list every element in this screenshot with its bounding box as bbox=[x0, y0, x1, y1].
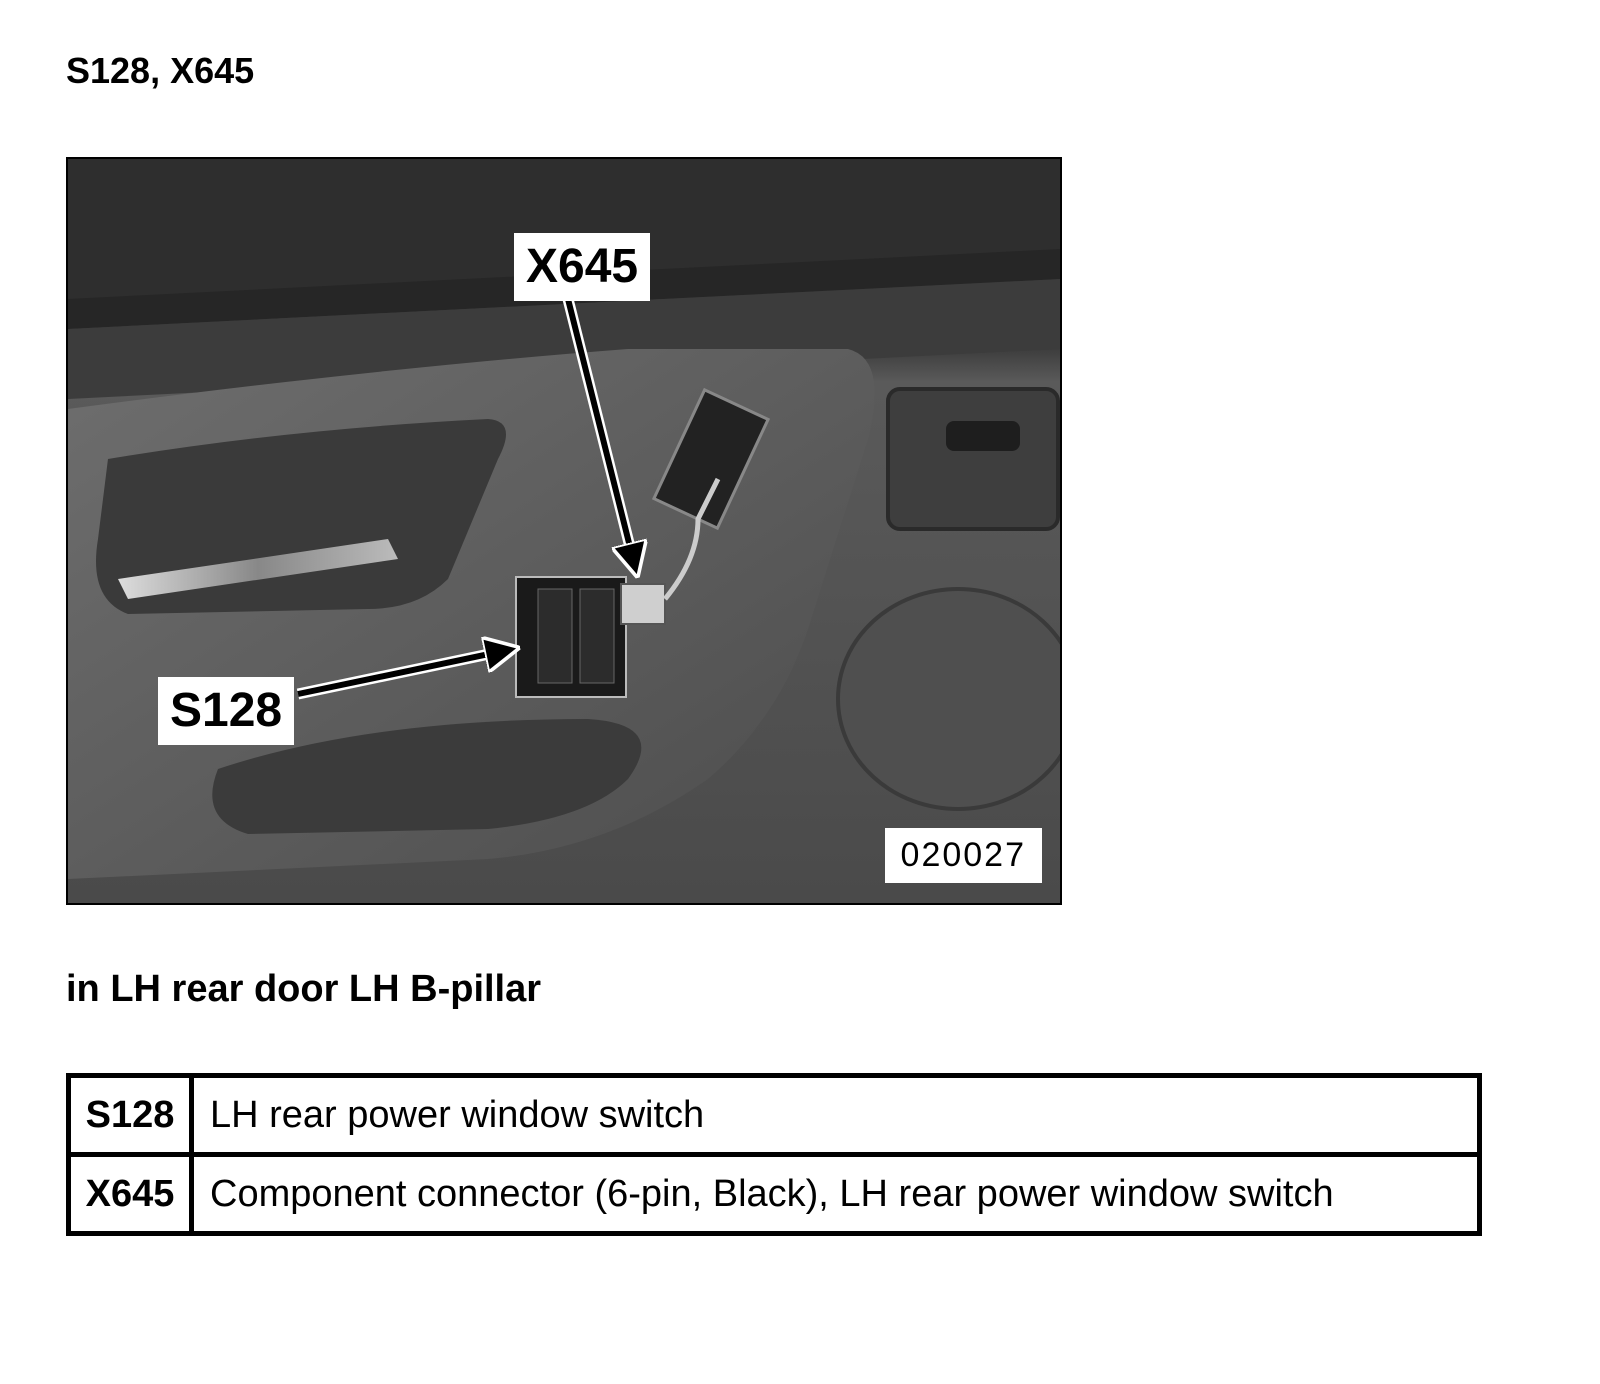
table-row bbox=[69, 1076, 1480, 1155]
component-code: X645 bbox=[69, 1155, 192, 1234]
component-code: S128 bbox=[69, 1076, 192, 1155]
figure-number: 020027 bbox=[885, 828, 1042, 883]
door-photo bbox=[66, 157, 1062, 905]
speaker-grille bbox=[838, 589, 1060, 809]
component-description: LH rear power window switch bbox=[192, 1076, 1480, 1155]
switch-rocker-left bbox=[538, 589, 572, 683]
lock-button bbox=[946, 421, 1020, 451]
page-title: S128, X645 bbox=[66, 50, 255, 91]
component-legend-table bbox=[66, 1073, 1482, 1236]
switch-rocker-right bbox=[580, 589, 614, 683]
lock-panel bbox=[888, 389, 1058, 529]
table-row bbox=[69, 1155, 1480, 1234]
connector-plug bbox=[621, 584, 665, 624]
callout-s128: S128 bbox=[158, 677, 294, 745]
component-description: Component connector (6-pin, Black), LH rear power window switch bbox=[192, 1155, 1480, 1234]
location-caption: in LH rear door LH B-pillar bbox=[66, 968, 542, 1010]
callout-x645: X645 bbox=[514, 233, 650, 301]
